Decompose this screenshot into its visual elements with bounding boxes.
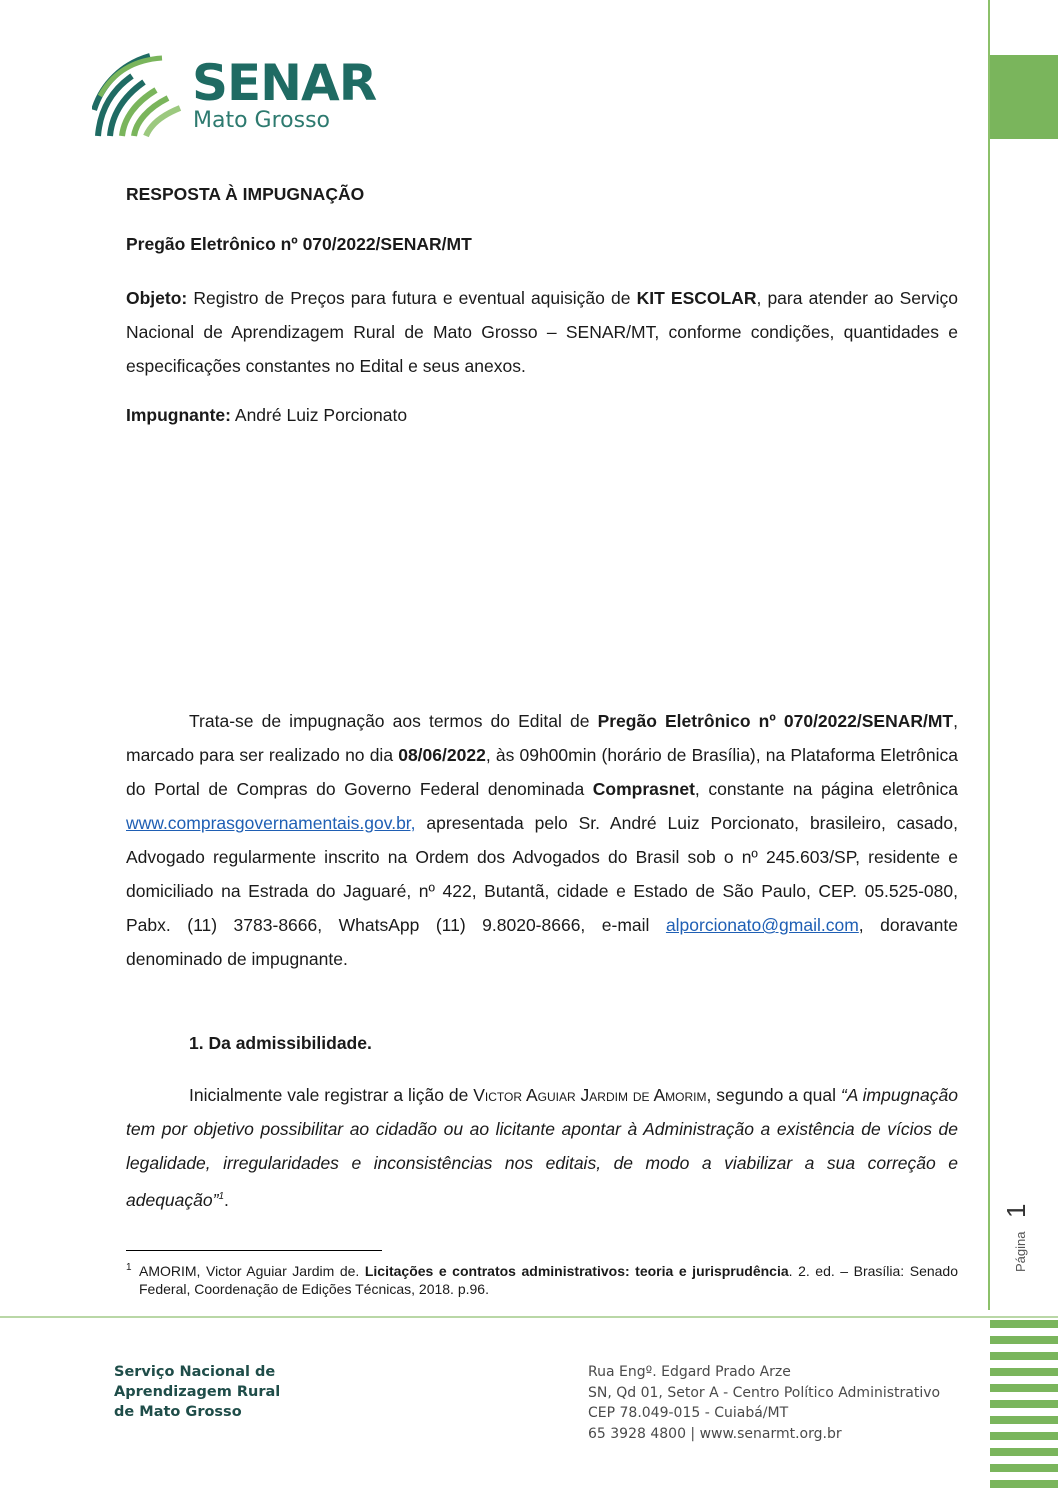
footnote: 1 AMORIM, Victor Aguiar Jardim de. Licitações e contratos administrativos: teoria e jurisprudência. 2. ed. – Brasília: Senado Federal, Coordenação de Edições Técnicas, 2018. p.96. <box>126 1262 958 1298</box>
objeto-label: Objeto: <box>126 288 188 308</box>
pregao-title: Pregão Eletrônico nº 070/2022/SENAR/MT <box>126 234 472 254</box>
page-number <box>989 1203 1053 1272</box>
footer-org: Serviço Nacional de Aprendizagem Rural de Mato Grosso <box>114 1364 281 1420</box>
footer-divider <box>0 1316 1058 1318</box>
objeto-paragraph: Objeto: Registro de Preços para futura e eventual aquisição de KIT ESCOLAR, para atender ao Serviço Nacional de Aprendizagem Rural de Mato Grosso – SENAR/MT, conforme condições, quantidades e especificações constantes no Edital e seus anexos. <box>126 288 958 376</box>
body-paragraph-2: Inicialmente vale registrar a lição de Victor Aguiar Jardim de Amorim, segundo a qual “A impugnação tem por objetivo possibilitar ao cidadão ou ao licitante apontar à Administração a existência de vícios de legalidade, irregularidades e inconsistências nos editais, de modo a viabilizar a sua correção e adequação”$^1$. <box>126 1085 958 1210</box>
page-label: Página <box>1013 1231 1028 1272</box>
logo-name: SENAR <box>192 54 377 112</box>
page-number-value: 1 <box>1001 1203 1031 1218</box>
quote: “A impugnação tem por objetivo possibilitar ao cidadão ou ao licitante apontar à Administração a existência de vícios de legalidade, irregularidades e inconsistências nos editais, de modo a viabilizar a sua correção e adequação” <box>126 1085 958 1210</box>
footnote-rule <box>126 1250 382 1251</box>
footnote-index: 1 <box>126 1262 132 1273</box>
footnote-ref[interactable]: 1 <box>218 1191 225 1202</box>
senar-logo-icon <box>92 50 184 140</box>
section-1-title: 1. Da admissibilidade. <box>189 1033 372 1053</box>
body-paragraph-1: Trata-se de impugnação aos termos do Edital de Pregão Eletrônico nº 070/2022/SENAR/MT, marcado para ser realizado no dia 08/06/2022, às 09h00min (horário de Brasília), na Plataforma Eletrônica do Portal de Compras do Governo Federal denominada Comprasnet, constante na página eletrônica www.comprasgovernamentais.gov.br, apresentada pelo Sr. André Luiz Porcionato, brasileiro, casado, Advogado regularmente inscrito na Ordem dos Advogados do Brasil sob o nº 245.603/SP, residente e domiciliado na Estrada do Jaguaré, nº 422, Butantã, cidade e Estado de São Paulo, CEP. 05.525-080, Pabx. (11) 3783-8666, WhatsApp (11) 9.8020-8666, e-mail alporcionato@gmail.com, doravante denominado de impugnante. <box>126 711 958 969</box>
kit-escolar: KIT ESCOLAR <box>636 288 757 308</box>
right-margin-line <box>988 0 990 1310</box>
email-link[interactable]: alporcionato@gmail.com <box>665 915 859 935</box>
logo-subtitle: Mato Grosso <box>193 108 330 133</box>
document-title: RESPOSTA À IMPUGNAÇÃO <box>126 184 365 204</box>
footer-stripes <box>990 1318 1058 1497</box>
cited-author: Victor Aguiar Jardim de Amorim <box>473 1085 707 1105</box>
header-green-block <box>990 55 1058 139</box>
impugnante-name: André Luiz Porcionato <box>231 405 408 425</box>
comprasgov-link[interactable]: www.comprasgovernamentais.gov.br, <box>126 813 416 833</box>
footer-address: Rua Engº. Edgard Prado Arze SN, Qd 01, Setor A - Centro Político Administrativo CEP 78.049-015 - Cuiabá/MT 65 3928 4800 | www.senarmt.org.br <box>588 1364 941 1442</box>
impugnante-label: Impugnante: <box>126 405 231 425</box>
impugnante-line <box>126 398 958 432</box>
